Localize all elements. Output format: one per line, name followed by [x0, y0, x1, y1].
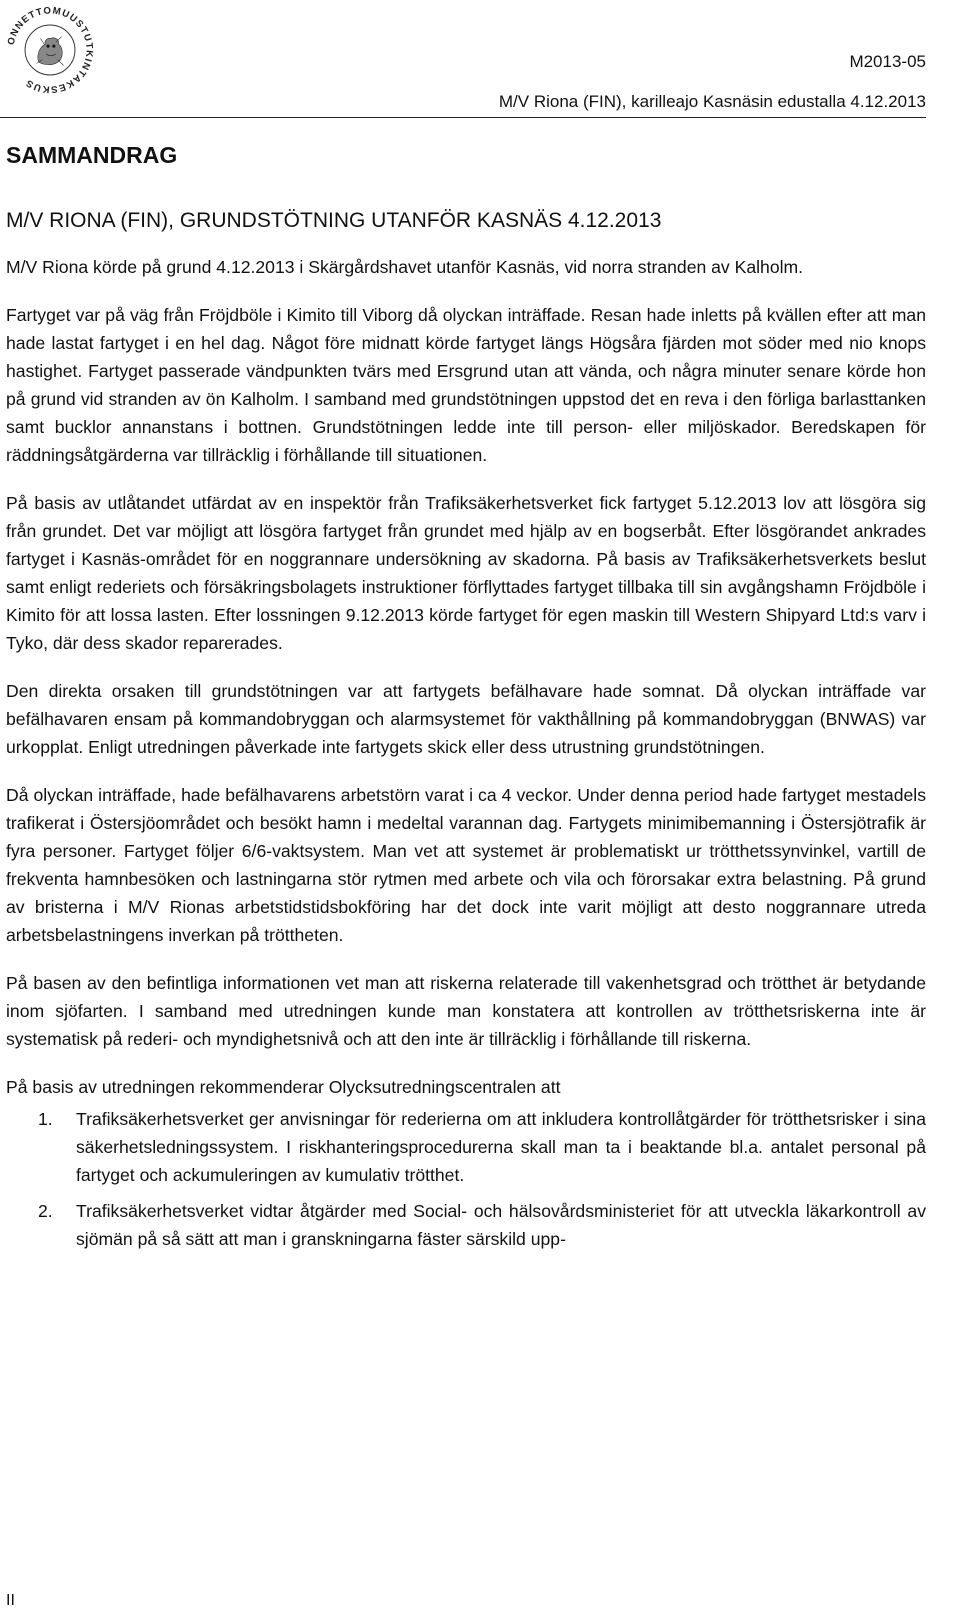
page-number: II: [6, 1592, 15, 1609]
paragraph: På basis av utlåtandet utfärdat av en inspektör från Trafiksäkerhetsverket fick fartyget 5.12.2013 lov att lösgöra sig från grundet. Det var möjligt att lösgöra fartyget från grundet med hjälp av en bogserbåt. Efter lösgörandet ankrades fartyget i Kasnäs-området för en noggrannare undersökning av skadorna. På basis av Trafiksäkerhetsverkets beslut samt enligt rederiets och försäkringsbolagets instruktioner förflyttades fartyget tillbaka till sin avgångshamn Fröjdböle i Kimito för att lossa lasten. Efter lossningen 9.12.2013 körde fartyget för egen maskin till Western Shipyard Ltd:s varv i Tyko, där dess skador reparerades.: [6, 493, 926, 653]
recommendation-item: [6, 1197, 926, 1253]
document-body: [6, 140, 926, 1261]
agency-logo: [2, 2, 98, 98]
paragraph: På basen av den befintliga informationen vet man att riskerna relaterade till vakenhetsgrad och trötthet är betydande inom sjöfarten. I samband med utredningen kunde man konstatera att kontrollen av trötthetsriskerna inte är systematisk på rederi- och myndighetsnivå och att den inte är tillräcklig i förhållande till riskerna.: [6, 973, 926, 1049]
paragraph: Då olyckan inträffade, hade befälhavarens arbetstörn varat i ca 4 veckor. Under denna period hade fartyget mestadels trafikerat i Östersjöområdet och besökt hamn i medeltal varannan dag. Fartygets minimibemanning i Östersjötrafik är fyra personer. Fartyget följer 6/6-vaktsystem. Man vet att systemet är problematiskt ur trötthetssynvinkel, vartill de frekventa hamnbesöken och lastningarna stör rytmen med arbete och vila och förorsakar extra belastning. På grund av bristerna i M/V Rionas arbetstidstidsbokföring har det dock inte varit möjligt att desto noggrannare utreda arbetsbelastningens inverkan på tröttheten.: [6, 785, 926, 945]
document-subtitle: M/V Riona (FIN), karilleajo Kasnäsin edustalla 4.12.2013: [498, 92, 926, 111]
paragraph: Fartyget var på väg från Fröjdböle i Kimito till Viborg då olyckan inträffade. Resan hade inletts på kvällen efter att man hade lastat fartyget i en hel dag. Något före midnatt körde fartyget längs Högsåra fjärden mot söder med nio knops hastighet. Fartyget passerade vändpunkten tvärs med Ersgrund utan att vända, och några minuter senare körde hon på grund vid stranden av ön Kalholm. I samband med grundstötningen uppstod det en reva i den förliga barlasttanken samt bucklor annanstans i bottnen. Grundstötningen ledde inte till person- eller miljöskador. Beredskapen för räddningsåtgärderna var tillräcklig i förhållande till situationen.: [6, 305, 926, 465]
recommendation-item: [6, 1105, 926, 1189]
recommendation-number: 2.: [38, 1201, 53, 1221]
recommendation-text: Trafiksäkerhetsverket ger anvisningar för rederierna om att inkludera kontrollåtgärder för trötthetsrisker i sina säkerhetsledningssystem. I riskhanteringsprocedurerna skall man ta i beaktande bl.a. antalet personal på fartyget och ackumuleringen av kumulativ trötthet.: [76, 1109, 926, 1185]
page-title: SAMMANDRAG: [6, 142, 178, 168]
recommendations-list: [6, 1105, 926, 1253]
recommendation-number: 1.: [38, 1109, 53, 1129]
recommendation-text: Trafiksäkerhetsverket vidtar åtgärder med Social- och hälsovårdsministeriet för att utveckla läkarkontroll av sjömän på så sätt att man i granskningarna fäster särskild upp-: [76, 1201, 926, 1249]
paragraph: M/V Riona körde på grund 4.12.2013 i Skärgårdshavet utanför Kasnäs, vid norra stranden av Kalholm.: [6, 257, 804, 277]
paragraph: Den direkta orsaken till grundstötningen var att fartygets befälhavare hade somnat. Då olyckan inträffade var befälhavaren ensam på kommandobryggan och alarmsystemet för vakthållning på kommandobryggan (BNWAS) var urkopplat. Enligt utredningen påverkade inte fartygets skick eller dess utrustning grundstötningen.: [6, 681, 926, 757]
recommendations-intro: På basis av utredningen rekommenderar Olycksutredningscentralen att: [6, 1077, 561, 1097]
logo-text: ONNETTOMUUSTUTKINTAKESKUS: [5, 5, 95, 95]
header-divider: [0, 117, 926, 118]
lion-emblem-icon: [37, 37, 64, 66]
report-title: M/V RIONA (FIN), GRUNDSTÖTNING UTANFÖR KASNÄS 4.12.2013: [6, 209, 662, 232]
document-id: M2013-05: [849, 52, 926, 71]
